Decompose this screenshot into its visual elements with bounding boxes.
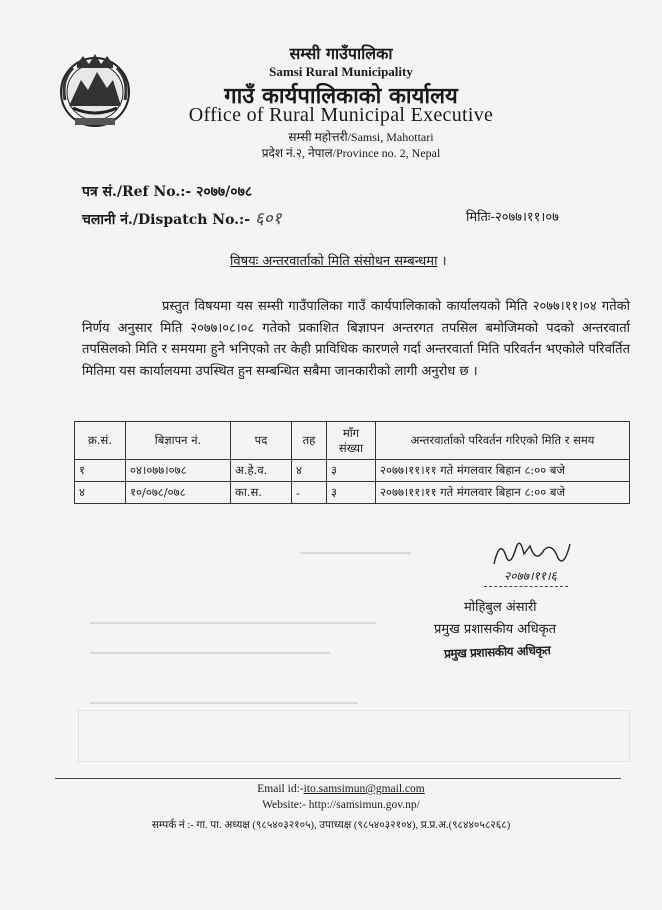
email-label: Email id:-: [257, 783, 304, 795]
signature-line: [484, 586, 568, 587]
reference-value: २०७७/०७८: [196, 184, 253, 200]
date-label: मितिः-: [466, 210, 495, 225]
cell-level: -: [292, 482, 327, 504]
column-header-serial: क्र.सं.: [75, 422, 126, 460]
cell-serial: ४: [75, 482, 126, 504]
cell-advert-no: ०४।०७७।०७८: [126, 460, 231, 482]
subject-text: विषयः अन्तरवार्ताको मिति संसोधन सम्बन्धमा: [230, 254, 438, 269]
cell-revised-date: २०७७।११।११ गते मंगलवार बिहान ८:०० बजे: [376, 482, 630, 504]
column-header-post: पद: [231, 422, 292, 460]
footer-email: [10, 783, 662, 795]
column-header-level: तह: [292, 422, 327, 460]
letter-body: प्रस्तुत विषयमा यस सम्सी गाउँपालिका गाउँ कार्यपालिकाको कार्यालयको मिति २०७७।११।०४ गतेको निर्णय अनुसार मिति २०७७।०८।०८ गतेको प्रकाशित बिज्ञापन अन्तरगत तपसिल बमोजिमको पदको अन्तरवार्ता तपसिलको मिति र समयमा हुने भनिएको तर केही प्राविधिक कारणले गर्दा अन्तरवार्ता मिति परिवर्तन भएकोले परिवर्तित मितिमा यस कार्यालयमा उपस्थित हुन सम्बन्धित सबैमा जानकारीको लागी अनुरोध छ ।: [82, 299, 630, 379]
handwritten-signature: [486, 534, 576, 584]
column-header-advert-no: बिज्ञापन नं.: [126, 422, 231, 460]
show-through-mark: ▁▁▁▁▁▁▁▁▁▁▁▁▁▁▁▁▁▁▁▁▁▁▁▁▁▁▁▁▁: [90, 690, 358, 704]
footer-divider: [55, 778, 621, 779]
municipality-name-nepali: सम्सी गाउँपालिका: [289, 44, 393, 63]
column-header-revised-date: अन्तरवार्ताको परिवर्तन गरिएको मिति र समय: [376, 422, 630, 460]
reference-label: पत्र सं./Ref No.:-: [82, 184, 192, 200]
municipality-name-english: Samsi Rural Municipality: [269, 64, 413, 79]
cell-revised-date: २०७७।११।११ गते मंगलवार बिहान ८:०० बजे: [376, 460, 630, 482]
signer-name: मोहिबुल अंसारी: [464, 600, 537, 615]
office-name-nepali: गाउँ कार्यपालिकाको कार्यालय: [224, 83, 458, 109]
official-stamp: प्रमुख प्रशासकीय अधिकृत: [443, 643, 551, 661]
table-row: [75, 482, 630, 504]
show-through-mark: ▁▁▁▁▁▁▁▁▁▁▁▁▁▁▁▁▁▁▁▁▁▁▁▁▁▁▁▁▁▁▁: [90, 610, 377, 624]
subject-end-mark: ।: [441, 254, 447, 269]
show-through-mark: ▁▁▁▁▁▁▁▁▁▁▁▁: [300, 540, 411, 554]
email-link[interactable]: ito.samsimun@gmail.com: [303, 783, 425, 795]
table-header-row: [75, 422, 630, 460]
interview-schedule-table: [74, 421, 630, 504]
show-through-mark: ▁▁▁▁▁▁▁▁▁▁▁▁▁▁▁▁▁▁▁▁▁▁▁▁▁▁: [90, 640, 330, 654]
signer-title: प्रमुख प्रशासकीय अधिकृत: [434, 622, 557, 637]
date-value: २०७७।११।०७: [494, 210, 559, 225]
letter-date: [466, 207, 559, 225]
column-header-demand: माँग संख्या: [327, 422, 376, 460]
table-row: [75, 460, 630, 482]
cell-level: ४: [292, 460, 327, 482]
cell-demand: ३: [327, 460, 376, 482]
cell-post: अ.हे.व.: [231, 460, 292, 482]
signature-date-scrawl: २०७७।११।६: [504, 569, 557, 583]
office-province: प्रदेश नं.२, नेपाल/Province no. 2, Nepal: [261, 146, 441, 160]
subject-line: [230, 251, 447, 269]
cell-serial: १: [75, 460, 126, 482]
dispatch-number: [82, 206, 281, 229]
cell-advert-no: १०/०७८/०७८: [126, 482, 231, 504]
office-address: सम्सी महोत्तरी/Samsi, Mahottari: [288, 130, 434, 144]
show-through-table: [78, 710, 630, 762]
cell-post: का.स.: [231, 482, 292, 504]
footer-contacts: सम्पर्क नं :- गा. पा. अध्यक्ष (९८५४०३२१०५), उपाध्यक्ष (९८५४०३२१०४), प्र.प्र.अ.(९८४४०५८२६८): [151, 820, 511, 831]
cell-demand: ३: [327, 482, 376, 504]
reference-number: [82, 182, 252, 201]
footer-website[interactable]: Website:- http://samsimun.gov.np/: [262, 799, 420, 811]
office-name-english: Office of Rural Municipal Executive: [188, 104, 494, 126]
dispatch-value: ६०१: [254, 209, 282, 229]
dispatch-label: चलानी नं./Dispatch No.:-: [82, 212, 251, 228]
